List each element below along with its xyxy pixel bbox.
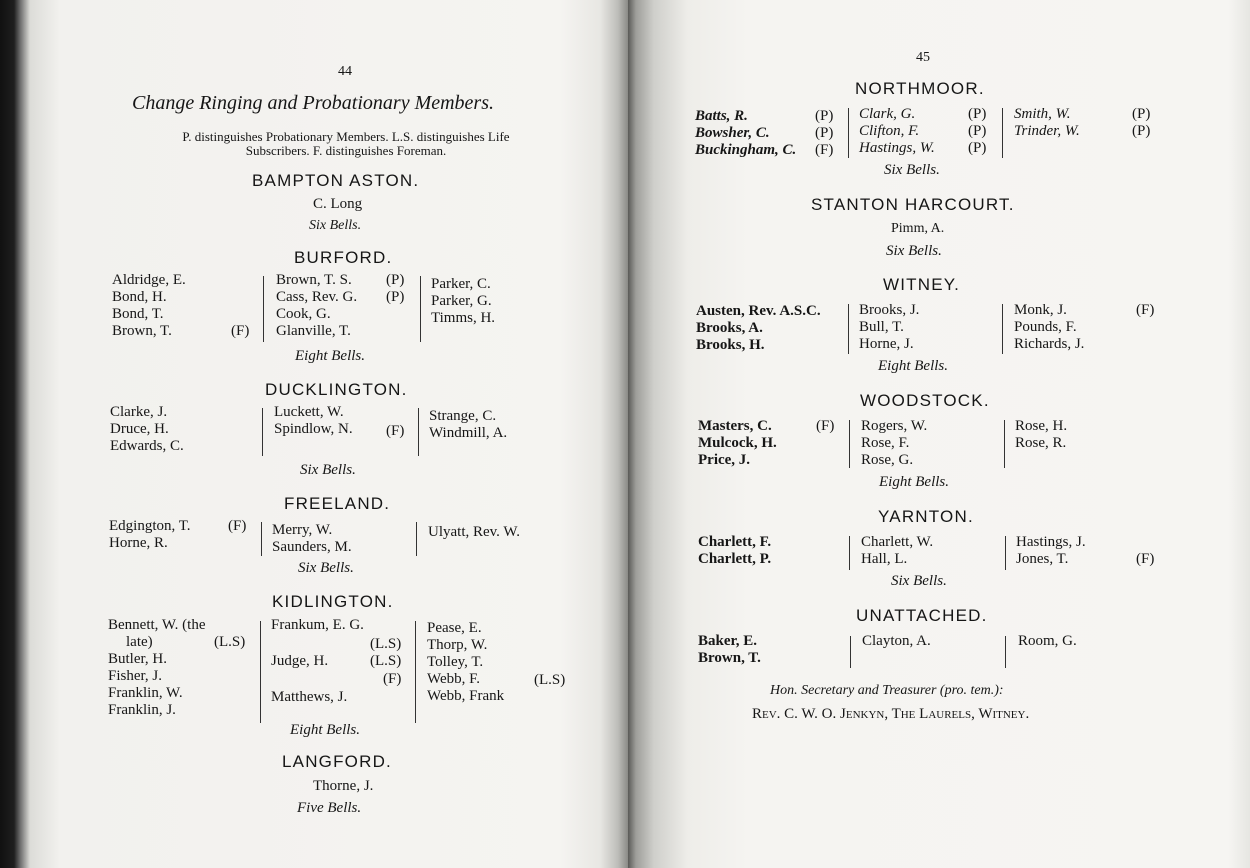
foreman-mark: (F)	[815, 142, 834, 158]
bells-count: Six Bells.	[891, 573, 947, 589]
parish-heading-ducklington: DUCKLINGTON.	[265, 380, 408, 399]
life-subscriber-mark: (L.S)	[370, 653, 402, 669]
mark-column	[815, 108, 833, 159]
member-name: Brown, T.	[112, 323, 172, 339]
member-column-3	[428, 524, 520, 541]
member-name: Trinder, W.	[1014, 123, 1080, 139]
member-column-3	[1015, 418, 1067, 452]
member-name: Pease, E.	[427, 620, 482, 636]
column-divider	[263, 276, 264, 342]
column-divider	[1002, 108, 1003, 158]
member-column-2	[271, 653, 328, 670]
member-name: Richards, J.	[1014, 336, 1085, 352]
page-number: 44	[338, 64, 352, 79]
member-column-2	[859, 106, 935, 157]
column-divider	[420, 276, 421, 342]
probationary-mark: (P)	[968, 140, 987, 156]
member-column-3	[1018, 633, 1077, 650]
legend-note	[140, 130, 552, 158]
member-name: Thorne, J.	[313, 778, 374, 794]
member-name: late)	[126, 634, 153, 650]
parish-heading-stanton-harcourt: STANTON HARCOURT.	[811, 195, 1015, 214]
member-name: Matthews, J.	[271, 689, 348, 705]
column-divider	[416, 522, 417, 556]
member-name: Butler, H.	[108, 651, 167, 667]
foreman-mark: (F)	[231, 323, 250, 339]
member-name: Saunders, M.	[272, 539, 352, 555]
member-column-2	[274, 404, 353, 438]
column-divider	[1004, 420, 1005, 468]
life-subscriber-mark: (L.S)	[370, 636, 402, 652]
member-column-2	[276, 272, 357, 340]
member-name: Aldridge, E.	[112, 272, 186, 288]
life-subscriber-mark: (L.S)	[214, 634, 246, 650]
secretary-name: Rev. C. W. O. Jenkyn, The Laurels, Witney.	[752, 706, 1030, 722]
member-column-2	[271, 689, 347, 706]
bells-count: Six Bells.	[298, 560, 354, 576]
bells-count: Eight Bells.	[879, 474, 949, 490]
member-column-3	[429, 408, 507, 442]
member-column-1	[108, 617, 206, 719]
column-divider	[848, 304, 849, 354]
member-name: Rose, H.	[1015, 418, 1068, 434]
member-name: Brown, T. S.	[276, 272, 352, 288]
member-name: Pimm, A.	[891, 221, 945, 236]
member-name: Bond, T.	[112, 306, 164, 322]
member-name: Bond, H.	[112, 289, 167, 305]
probationary-mark: (P)	[1132, 106, 1151, 122]
member-name: Austen, Rev. A.S.C.	[696, 303, 821, 319]
member-name: Cass, Rev. G.	[276, 289, 358, 305]
foreman-mark: (F)	[386, 423, 405, 439]
member-column-1	[109, 518, 191, 552]
probationary-mark: (P)	[386, 289, 405, 305]
member-name: C. Long	[313, 196, 363, 212]
probationary-mark: (P)	[386, 272, 405, 288]
column-divider	[415, 621, 416, 723]
column-divider	[262, 408, 263, 456]
member-name: Pounds, F.	[1014, 319, 1077, 335]
page-number: 45	[916, 50, 930, 65]
member-column-3	[1014, 106, 1080, 140]
member-name: Jones, T.	[1016, 551, 1069, 567]
parish-heading-witney: WITNEY.	[883, 275, 961, 294]
member-name: Brooks, J.	[859, 302, 920, 318]
member-name: Frankum, E. G.	[271, 617, 364, 633]
member-name: Tolley, T.	[427, 654, 484, 670]
member-name: Parker, G.	[431, 293, 492, 309]
parish-heading-woodstock: WOODSTOCK.	[860, 391, 990, 410]
member-name: Masters, C.	[698, 418, 772, 434]
parish-heading-northmoor: NORTHMOOR.	[855, 79, 985, 98]
member-name: Horne, J.	[859, 336, 914, 352]
member-name: Thorp, W.	[427, 637, 488, 653]
member-name: Fisher, J.	[108, 668, 162, 684]
bells-count: Five Bells.	[297, 800, 362, 816]
member-name: Parker, C.	[431, 276, 491, 292]
member-name: Monk, J.	[1014, 302, 1067, 318]
member-name: Hastings, W.	[859, 140, 935, 156]
member-column-1	[695, 108, 796, 159]
bells-count: Six Bells.	[300, 462, 356, 478]
probationary-mark: (P)	[815, 108, 834, 124]
member-column-3	[1016, 534, 1086, 568]
column-divider	[849, 420, 850, 468]
member-column-1	[698, 418, 777, 469]
member-column-3	[1014, 302, 1084, 353]
mark-column	[968, 106, 986, 157]
member-name: Mulcock, H.	[698, 435, 777, 451]
member-name: Brown, T.	[698, 650, 761, 666]
member-name: Brooks, H.	[696, 337, 765, 353]
bells-count: Eight Bells.	[878, 358, 948, 374]
member-name: Judge, H.	[271, 653, 329, 669]
column-divider	[1005, 636, 1006, 668]
member-column-3	[431, 276, 495, 327]
column-divider	[1005, 536, 1006, 570]
member-name: Charlett, F.	[698, 534, 772, 550]
probationary-mark: (P)	[815, 125, 834, 141]
member-name: Charlett, P.	[698, 551, 772, 567]
member-name: Brooks, A.	[696, 320, 763, 336]
life-subscriber-mark: (L.S)	[534, 672, 566, 688]
foreman-mark: (F)	[1136, 302, 1155, 318]
foreman-mark: (F)	[1136, 551, 1155, 567]
column-divider	[850, 636, 851, 668]
legend-line-1: P. distinguishes Probationary Members. L.S. distinguishes Life	[182, 129, 510, 144]
member-column-1	[110, 404, 184, 455]
parish-heading-kidlington: KIDLINGTON.	[272, 592, 394, 611]
member-name: Timms, H.	[431, 310, 496, 326]
foreman-mark: (F)	[816, 418, 835, 434]
member-name: Spindlow, N.	[274, 421, 353, 437]
probationary-mark: (P)	[1132, 123, 1151, 139]
parish-heading-yarnton: YARNTON.	[878, 507, 974, 526]
member-name: Baker, E.	[698, 633, 758, 649]
bells-count: Eight Bells.	[290, 722, 360, 738]
column-divider	[260, 621, 261, 723]
member-name: Rose, G.	[861, 452, 914, 468]
member-name: Bennett, W. (the	[108, 617, 206, 633]
member-name: Bull, T.	[859, 319, 904, 335]
member-name: Franklin, J.	[108, 702, 176, 718]
member-name: Charlett, W.	[861, 534, 934, 550]
parish-heading-unattached: UNATTACHED.	[856, 606, 988, 625]
member-name: Clayton, A.	[862, 633, 931, 649]
member-name: Glanville, T.	[276, 323, 351, 339]
column-divider	[849, 536, 850, 570]
member-column-3	[427, 620, 504, 705]
member-column-2	[862, 633, 931, 650]
foreman-mark: (F)	[383, 671, 402, 687]
member-name: Druce, H.	[110, 421, 169, 437]
member-name: Clark, G.	[859, 106, 916, 122]
member-name: Room, G.	[1018, 633, 1077, 649]
member-column-1	[698, 633, 761, 667]
member-column-2	[271, 617, 364, 634]
foreman-mark: (F)	[228, 518, 247, 534]
member-name: Horne, R.	[109, 535, 168, 551]
column-divider	[418, 408, 419, 456]
member-name: Rose, R.	[1015, 435, 1067, 451]
parish-heading-bampton: BAMPTON ASTON.	[252, 171, 420, 190]
column-divider	[1002, 304, 1003, 354]
member-name: Ulyatt, Rev. W.	[428, 524, 520, 540]
member-name: Windmill, A.	[429, 425, 508, 441]
page-title: Change Ringing and Probationary Members.	[132, 92, 495, 114]
member-name: Strange, C.	[429, 408, 497, 424]
bells-count: Eight Bells.	[295, 348, 365, 364]
parish-heading-burford: BURFORD.	[294, 248, 393, 267]
member-name: Hastings, J.	[1016, 534, 1086, 550]
member-column-2	[272, 522, 352, 556]
member-name: Merry, W.	[272, 522, 333, 538]
member-name: Webb, F.	[427, 671, 481, 687]
member-column-2	[861, 534, 933, 568]
member-name: Buckingham, C.	[695, 142, 797, 158]
member-name: Clarke, J.	[110, 404, 168, 420]
member-name: Price, J.	[698, 452, 751, 468]
member-column-1	[696, 303, 821, 354]
member-column-1	[112, 272, 186, 340]
member-name: Batts, R.	[695, 108, 748, 124]
member-name: Cook, G.	[276, 306, 331, 322]
bells-count: Six Bells.	[886, 243, 942, 259]
parish-heading-freeland: FREELAND.	[284, 494, 391, 513]
member-name: Clifton, F.	[859, 123, 920, 139]
member-name: Webb, Frank	[427, 688, 505, 704]
member-name: Bowsher, C.	[695, 125, 770, 141]
right-page	[628, 0, 1250, 868]
column-divider	[848, 108, 849, 158]
member-name: Luckett, W.	[274, 404, 344, 420]
member-column-2	[859, 302, 919, 353]
member-name: Rogers, W.	[861, 418, 928, 434]
bells-count: Six Bells.	[884, 162, 940, 178]
parish-heading-langford: LANGFORD.	[282, 752, 392, 771]
probationary-mark: (P)	[968, 106, 987, 122]
member-name: Franklin, W.	[108, 685, 183, 701]
secretary-label: Hon. Secretary and Treasurer (pro. tem.):	[770, 683, 1004, 698]
member-column-2	[861, 418, 927, 469]
mark-column	[1132, 106, 1150, 140]
column-divider	[261, 522, 262, 556]
member-name: Smith, W.	[1014, 106, 1071, 122]
member-name: Hall, L.	[861, 551, 908, 567]
member-name: Edgington, T.	[109, 518, 191, 534]
bells-count: Six Bells.	[309, 218, 362, 233]
member-name: Edwards, C.	[110, 438, 184, 454]
member-column-1	[698, 534, 771, 568]
probationary-mark: (P)	[968, 123, 987, 139]
member-name: Rose, F.	[861, 435, 910, 451]
legend-line-2: Subscribers. F. distinguishes Foreman.	[245, 143, 447, 158]
